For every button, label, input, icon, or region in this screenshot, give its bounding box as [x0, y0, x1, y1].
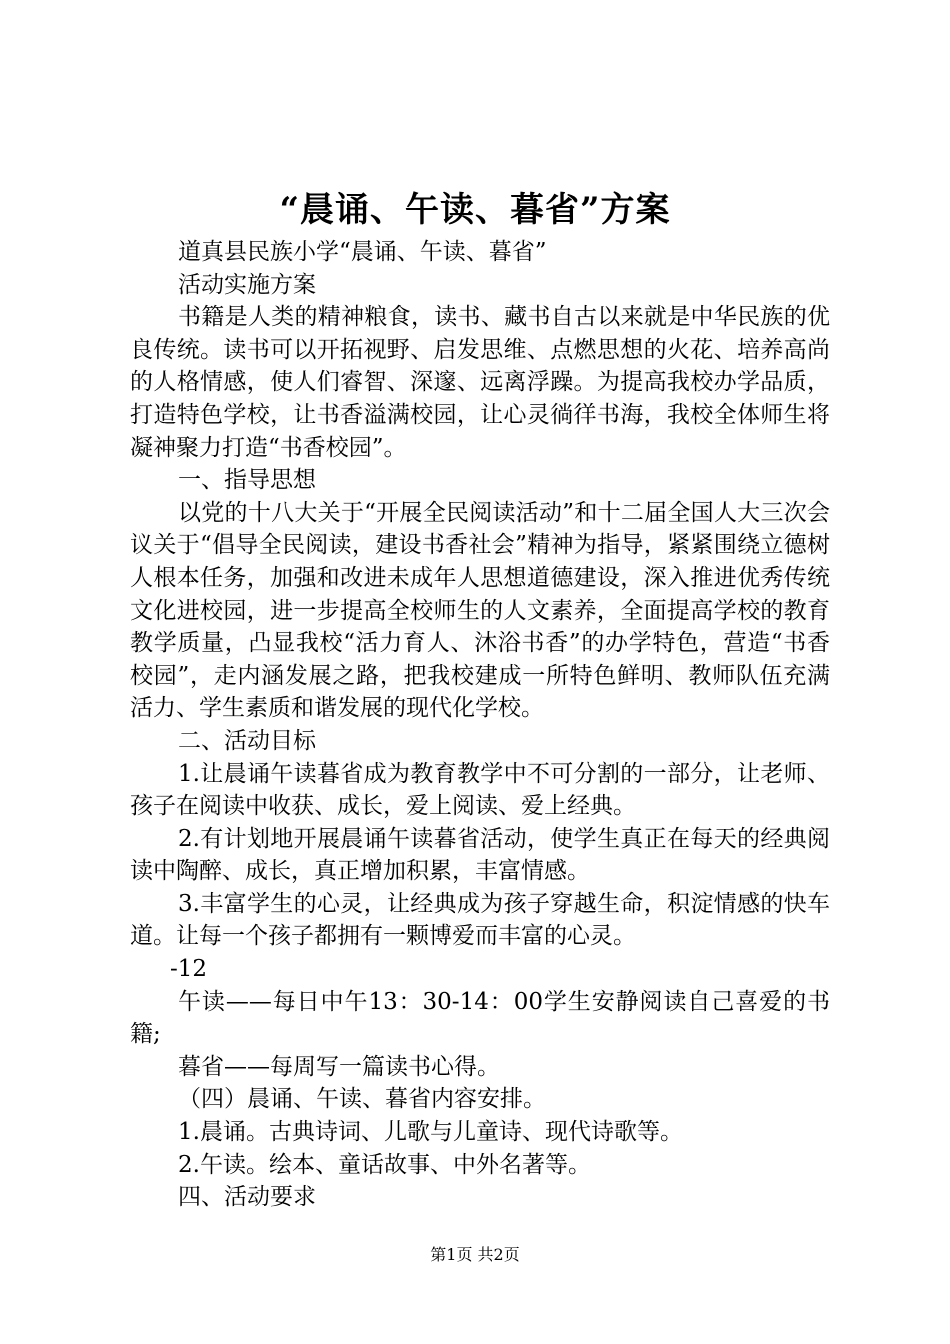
- paragraph-intro: 书籍是人类的精神粮食，读书、藏书自古以来就是中华民族的优良传统。读书可以开拓视野、启发思维、点燃思想的火花、培养高尚的人格情感，使人们睿智、深邃、远离浮躁。为提高我校办学品质，打造特色学校，让书香溢满校园，让心灵徜徉书海，我校全体师生将凝神聚力打造“书香校园”。: [130, 304, 830, 461]
- page-marker: -12: [170, 956, 208, 983]
- paragraph-guiding-thought: 以党的十八大关于“开展全民阅读活动”和十二届全国人大三次会议关于“倡导全民阅读，建设书香社会”精神为指导，紧紧围绕立德树人根本任务，加强和改进未成年人思想道德建设，深入推进优秀传统文化进校园，进一步提高全校师生的人文素养，全面提高学校的教育教学质量，凸显我校“活力育人、沐浴书香”的办学特色，营造“书香校园”，走内涵发展之路，把我校建成一所特色鲜明、教师队伍充满活力、学生素质和谐发展的现代化学校。: [130, 499, 830, 722]
- section-heading-guiding-thought: 一、指导思想: [178, 467, 316, 494]
- paragraph-school-heading: 道真县民族小学“晨诵、午读、暮省”: [178, 239, 547, 265]
- paragraph-evening-reflection: 暮省——每周写一篇读书心得。: [178, 1053, 500, 1080]
- paragraph-noon-reading: 午读——每日中午13：30-14：00学生安静阅读自己喜爱的书籍;: [130, 988, 830, 1048]
- list-item-morning-recitation: 1.晨诵。古典诗词、儿歌与儿童诗、现代诗歌等。: [178, 1119, 683, 1146]
- list-item-goal-3: 3.丰富学生的心灵，让经典成为孩子穿越生命，积淀情感的快车道。让每一个孩子都拥有一颗博爱而丰富的心灵。: [130, 890, 830, 950]
- document-body: [130, 236, 830, 1214]
- section-heading-content-arrangement: （四）晨诵、午读、暮省内容安排。: [178, 1086, 546, 1113]
- list-item-noon-reading: 2.午读。绘本、童话故事、中外名著等。: [178, 1151, 591, 1178]
- section-heading-activity-goals: 二、活动目标: [178, 727, 316, 754]
- list-item-goal-1: 1.让晨诵午读暮省成为教育教学中不可分割的一部分，让老师、孩子在阅读中收获、成长，爱上阅读、爱上经典。: [130, 760, 830, 820]
- paragraph-plan-subtitle: 活动实施方案: [178, 271, 316, 298]
- page-footer: 第1页 共2页: [430, 1245, 520, 1264]
- page-title: “晨诵、午读、暮省”方案: [279, 190, 671, 230]
- list-item-goal-2: 2.有计划地开展晨诵午读暮省活动，使学生真正在每天的经典阅读中陶醉、成长，真正增加积累，丰富情感。: [130, 825, 830, 885]
- section-heading-activity-requirements: 四、活动要求: [178, 1184, 316, 1211]
